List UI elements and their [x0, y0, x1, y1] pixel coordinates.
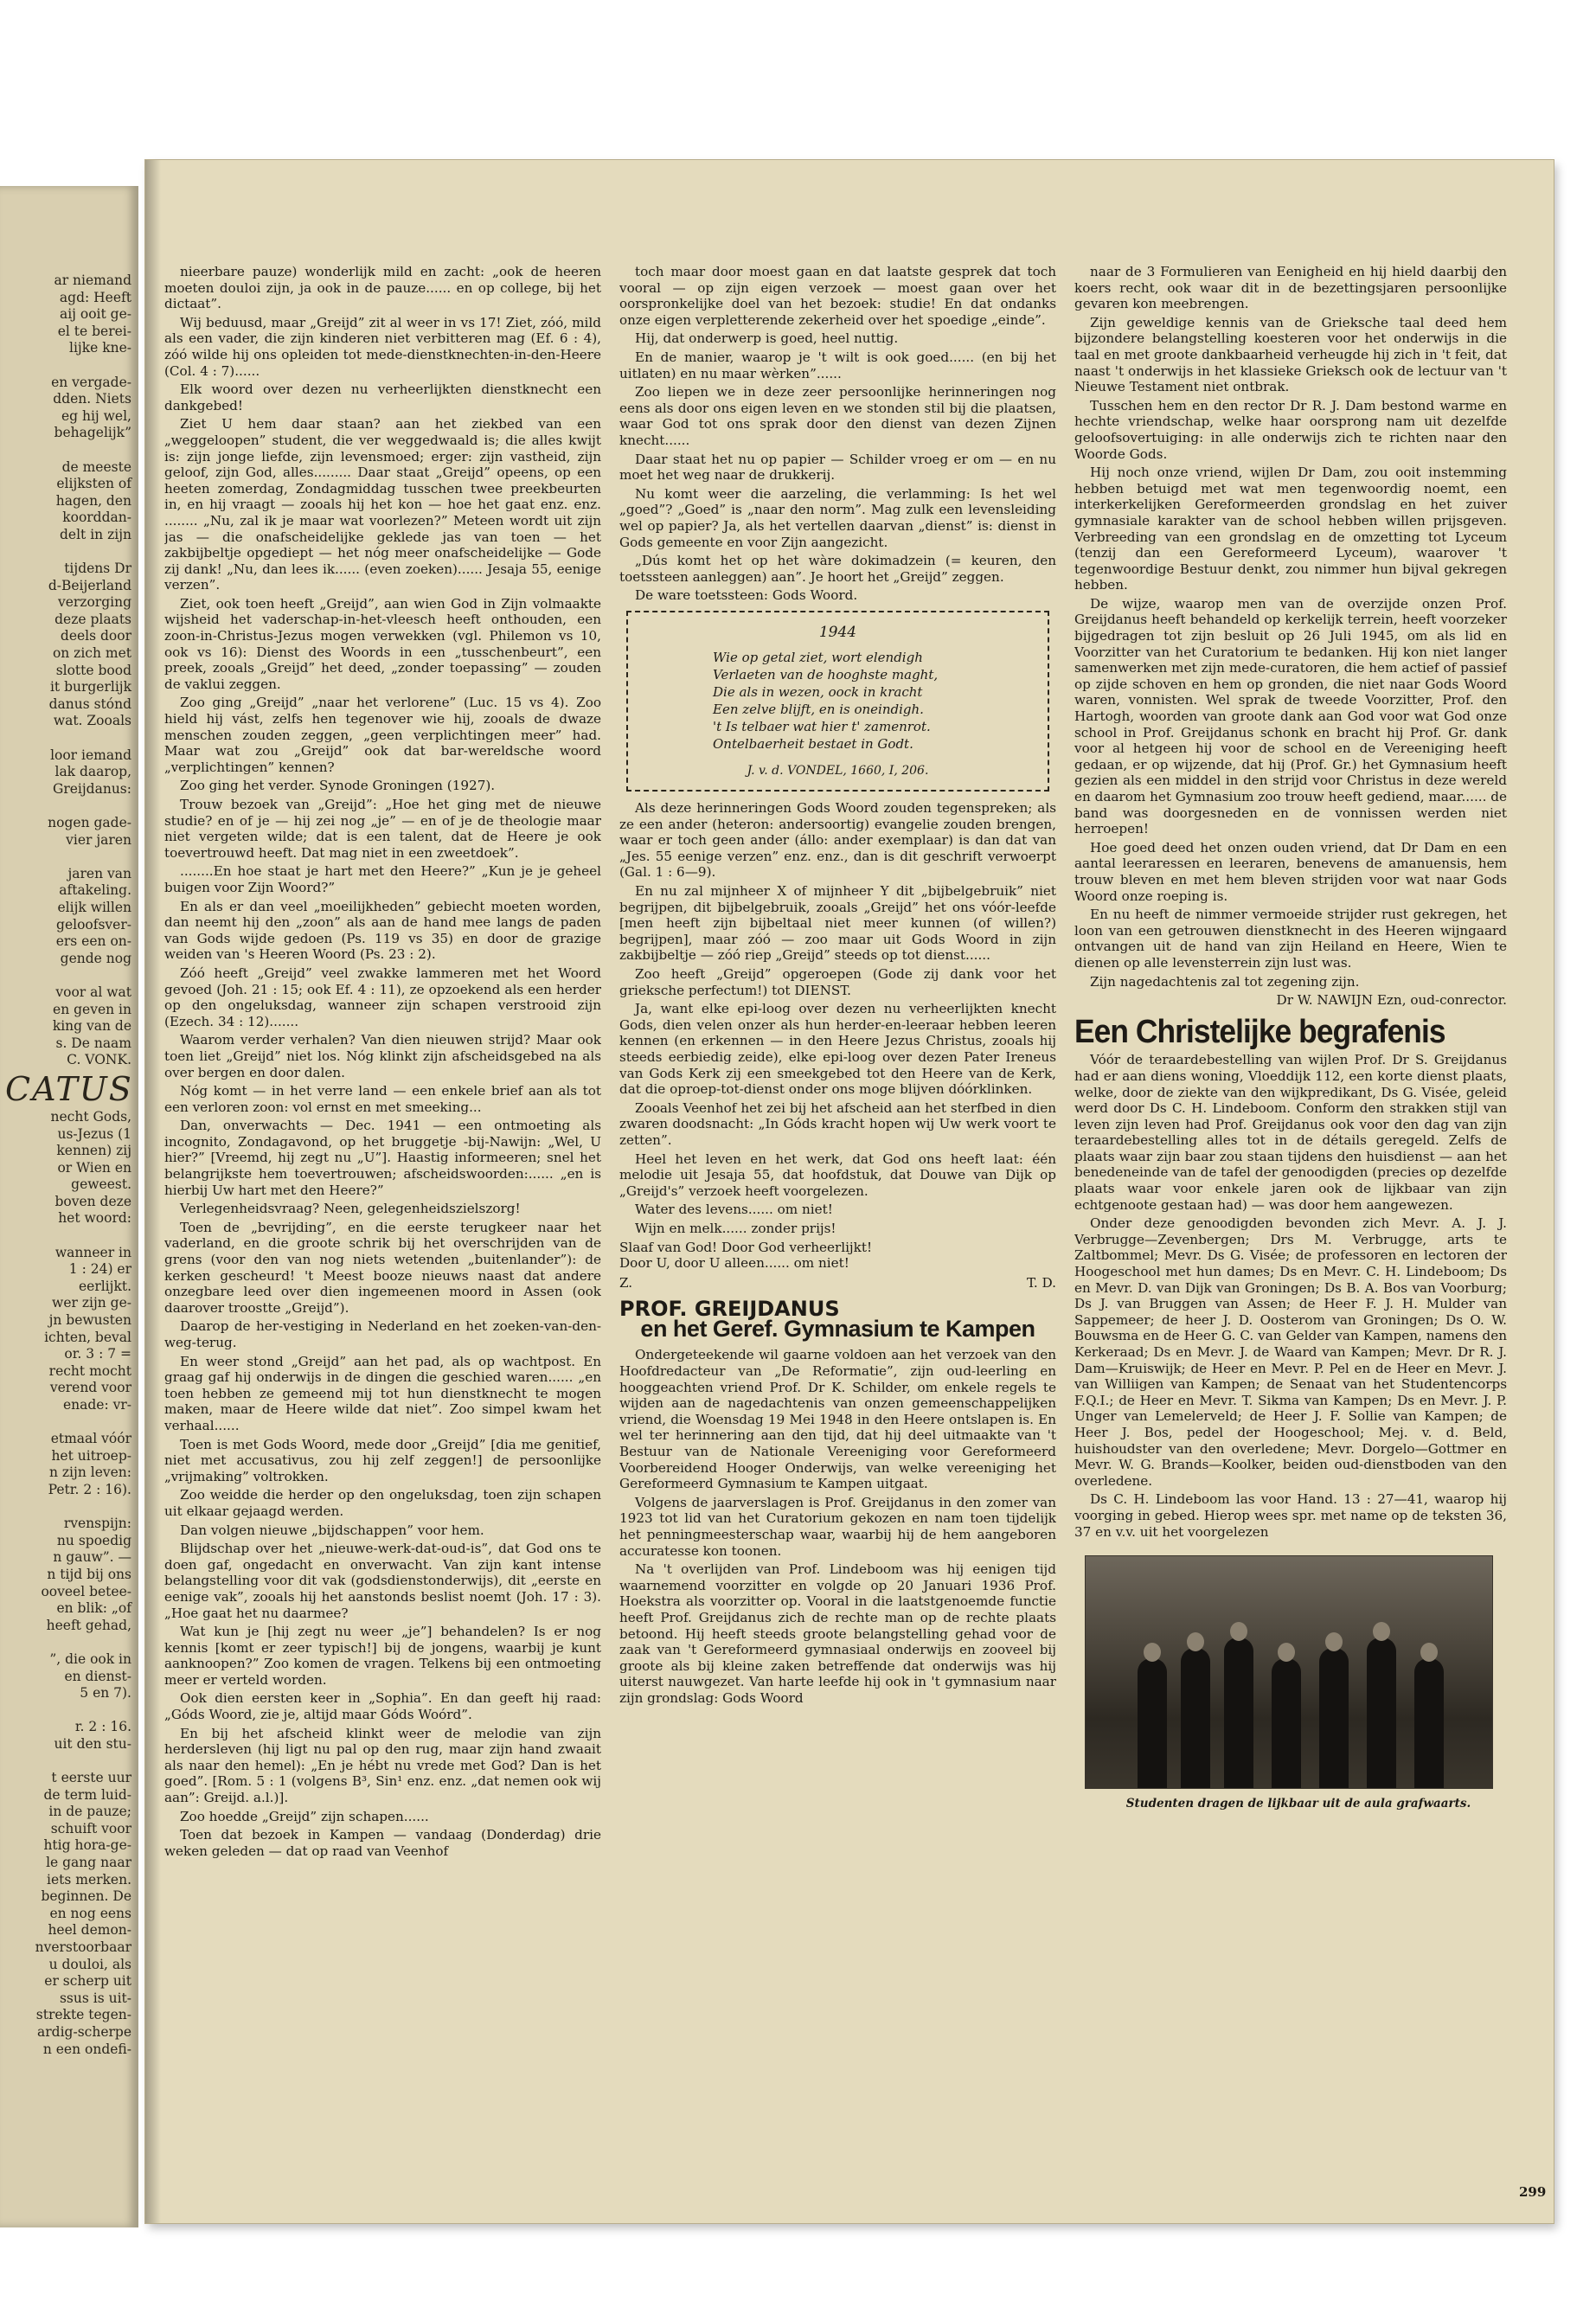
left-page-line: [0, 442, 138, 459]
left-page-line: Petr. 2 : 16).: [48, 1481, 131, 1497]
left-page-line: vier jaren: [66, 831, 131, 848]
left-page-line: ooveel betee-: [41, 1583, 131, 1599]
left-page-line: gende nog: [60, 950, 131, 966]
poem-lines: [645, 649, 1030, 753]
left-page-line: recht mocht: [48, 1362, 131, 1379]
left-page-line: wer zijn ge-: [52, 1295, 131, 1311]
page-number: 299: [1519, 2184, 1547, 2200]
left-page-line: [0, 1634, 138, 1651]
column-2: [619, 264, 1056, 1709]
paragraph: „Dús komt het op het wàre dokimadzein (= keuren, den toetssteen aanleggen) aan”. Je hoort het „Greijd” zeggen.: [619, 553, 1056, 585]
photo-figure: [1319, 1648, 1349, 1788]
left-page-line: el te berei-: [57, 323, 131, 339]
paragraph: Zooals Veenhof het zei bij het afscheid aan het sterfbed in dien zwaren doodsnacht: „In Góds kracht hopen wij Uw werk voort te zetten”.: [619, 1099, 1056, 1148]
left-page-line: on zich met: [52, 645, 131, 662]
left-page-line: jaren van: [67, 865, 131, 881]
poem-line: Een zelve blijft, en is oneindigh.: [713, 702, 924, 718]
column-2-memoir-end: [619, 264, 1056, 604]
poem-box: [626, 611, 1049, 792]
left-page-line: geloofsver-: [56, 916, 131, 933]
paragraph: nieerbare pauze) wonderlijk mild en zacht: „ook de heeren moeten douloi zijn, ja ook in de pauze...... en op college, bij het dictaat”.: [164, 264, 601, 312]
left-page-line: ichten, beval: [44, 1329, 131, 1345]
left-page-line: eg hij wel,: [61, 407, 131, 424]
paragraph: En weer stond „Greijd” aan het pad, als op wachtpost. En graag gaf hij onderwijs in de dingen die geschied waren...... „en toen hebben ze gemeend mij tot hun dienstknecht te mogen maken, maar de Heere wilde dat niet”. Zoo simpel kwam het verhaal......: [164, 1353, 601, 1433]
left-page-line: etmaal vóór: [50, 1431, 131, 1447]
paragraph: Hoe goed deed het onzen ouden vriend, dat Dr Dam en een aantal leeraressen en leeraren, benevens de amanuensis, hem trouw bleven en met hem bleven strijden voor wat naar Gods Woord onze roeping is.: [1074, 839, 1507, 904]
left-page-heading: CATUS: [5, 1069, 133, 1108]
poem-title: 1944: [818, 623, 857, 641]
paragraph: Ondergeteekende wil gaarne voldoen aan het verzoek van den Hoofdredacteur van „De Reformatie”, zijn oud-leerling en hooggeachten vriend Prof. Dr K. Schilder, om enkele regels te wijden aan de nagedachtenis van onzen gemeenschappelijken vriend, die Woensdag 19 Mei 1948 in den Heere ontslapen is. En wel ter herinnering aan den tijd, dat hij deel uitmaakte van 't Bestuur van de Nationale Vereeniging voor Gereformeerd Voorbereidend Hooger Onderwijs, van welke vereeniging het Gereformeerd Gymnasium te Kampen uitgaat.: [619, 1347, 1056, 1492]
paragraph: De ware toetssteen: Gods Woord.: [635, 587, 858, 604]
left-page-fragment: [0, 186, 138, 2227]
photo-figure: [1224, 1638, 1253, 1788]
left-page-line: n een ondefi-: [42, 2041, 131, 2057]
paragraph: Toen is met Gods Woord, mede door „Greijd” [dia me genitief, niet met accusativus, zou hij zelf zeggen!] de persoonlijke „vrijmaking” voltrokken.: [164, 1436, 601, 1484]
signature-right: T. D.: [1026, 1274, 1056, 1291]
poem-line: Die als in wezen, oock in kracht: [713, 684, 923, 701]
left-page-line: or. 3 : 7 =: [64, 1346, 131, 1362]
column-3: [1074, 264, 1507, 1815]
left-page-line: nogen gade-: [48, 815, 131, 830]
left-page-line: aftakeling.: [59, 882, 131, 899]
left-page-line: het woord:: [58, 1210, 131, 1227]
left-page-line: ssus is uit-: [59, 1990, 131, 2006]
left-page-line: elijk willen: [57, 899, 131, 915]
left-page-line: ers een on-: [55, 933, 131, 950]
left-page-line: beginnen. De: [41, 1888, 131, 1905]
gutter-shadow: [145, 160, 161, 2223]
left-page-line: in de pauze;: [48, 1804, 131, 1820]
paragraph: Dan, onverwachts — Dec. 1941 — een ontmoeting als incognito, Zondagavond, op het bruggetje -bij-Nawijn: „Wel, U hier?” [Vreemd, hij zegt nu „U”]. Haastig informeeren; snel het belangrijkste hem toevertrouwen; afscheidswoorden:...... „en is hierbij Uw hart met den Heere?”: [164, 1118, 601, 1198]
left-page-line: en dienst-: [64, 1668, 131, 1684]
paragraph: Daarop de her-vestiging in Nederland en het zoeken-van-den-weg-terug.: [164, 1318, 601, 1350]
left-page-line: verzorging: [57, 594, 131, 611]
left-page-line: dden. Niets: [53, 391, 131, 407]
paragraph: toch maar door moest gaan en dat laatste gesprek dat toch vooral — op zijn eigen verzoek — moest gaan over het oorspronkelijke doel van het bezoek: studie! En dat ondanks onze eigen verpletterende zekerheid over het spoedige „einde”.: [619, 264, 1056, 328]
poem-line: 't Is telbaer wat hier t' zamenrot.: [713, 719, 931, 735]
left-page-line: deze plaats: [54, 611, 131, 627]
paragraph: Onder deze genoodigden bevonden zich Mevr. A. J. J. Verbrugge—Zevenbergen; Drs M. Verbrugge, arts te Zaltbommel; Mevr. Ds G. Visée; de professoren en lectoren der Hoogeschool met hun dames; Ds en Mevr. C. H. Lindeboom; Ds en Mevr. D. van Dijk van Groningen; Ds B. A. Bos van Voorburg; Ds J. van Bruggen van Assen; de Heer F. J. H. Mulder van Sappemeer; de heer J. D. Oosterom van Groningen; Ds O. W. Bouwsma en de Heer G. C. van Gelder van Kampen, namens den Kerkeraad; Ds en Mevr. J. de Waard van Kampen; Mevr. Dr R. J. Dam—Kruiswijk; de Heer en Mevr. P. Pel en de Heer en Mevr. J. van Williigen van Kampen; de Senaat van het Studentencorps F.Q.I.; de Heer en Mevr. T. Sikma van Kampen; Ds en Mevr. J. P. Unger van Lemelerveld; de Heer J. F. Sollie van Kampen; de Heer J. Bos, pedel der Hoogeschool; Mej. v. d. Beld, huishoudster van den overledene; Mevr. Dorgelo—Gottmer en Mevr. W. G. Brands—Koolker, beiden oud-dienstboden van den overledene.: [1074, 1215, 1507, 1489]
paragraph: Elk woord over dezen nu verheerlijkten dienstknecht een dankgebed!: [164, 381, 601, 413]
paragraph: Dan volgen nieuwe „bijdschappen” voor hem.: [180, 1522, 484, 1538]
paragraph: Volgens de jaarverslagen is Prof. Greijdanus in den zomer van 1923 tot lid van het Curatorium gekozen en nam toen tijdelijk het penningmeesterschap waar, waarbij hij de hem aangeboren accuratesse kon toonen.: [619, 1494, 1056, 1559]
left-page-line: er scherp uit: [44, 1973, 131, 1990]
left-page-line: en blik: „of: [56, 1600, 131, 1617]
photo-figure-head: [1420, 1643, 1438, 1662]
left-page-line: elijksten of: [56, 476, 131, 492]
paragraph: Toen de „bevrijding”, en die eerste terugkeer naar het vaderland, en die groote schrik bij het overschrijden van de grens (voor den van nog niets wetenden „buitenlander”): de kerken gescheurd! 't Meest booze nieuws naast dat andere onzegbare leed over dien ingemeenen moord in Assen (ook daarover troostte „Greijd”).: [164, 1219, 601, 1316]
left-page-line: schuift voor: [50, 1820, 131, 1836]
left-page-line: [0, 1499, 138, 1516]
paragraph: Wij beduusd, maar „Greijd” zit al weer in vs 17! Ziet, zóó, mild als een vader, die zijn kinderen niet verbitteren mag (Ef. 6 : 4), zóó wilde hij ons opleiden tot mede-dienstknechten-in-den-Heere (Col. 4 : 7)......: [164, 314, 601, 379]
paragraph: naar de 3 Formulieren van Eenigheid en hij hield daarbij den koers recht, ook waar dit in de bezettingsjaren persoonlijke gevaren kon meebrengen.: [1074, 264, 1507, 312]
paragraph: Daar staat het nu op papier — Schilder vroeg er om — en nu moet het weg naar de drukkerij.: [619, 451, 1056, 484]
left-page-line: danus stónd: [48, 695, 131, 712]
left-page-line: hagen, den: [55, 492, 131, 509]
paragraph: En nu zal mijnheer X of mijnheer Y dit „bijbelgebruik” niet begrijpen, dit bijbelgebruik, zooals „Greijd” het ons vóór-leefde [men heeft zijn bijbeltaal niet meer kunnen (of willen?) begrijpen], maar zóó — zoo maar uit Gods Woord in zijn zakbijbeltje — zóó riep „Greijd” steeds op tot dienst......: [619, 883, 1056, 964]
signature-left: Z.: [619, 1274, 633, 1291]
left-page-line: necht Gods,: [50, 1108, 131, 1125]
poem-source: J. v. d. VONDEL, 1660, I, 206.: [747, 764, 929, 779]
left-page-line: [0, 798, 138, 815]
left-page-line: d-Beijerland: [48, 577, 131, 593]
left-page-line: en geven in: [53, 1001, 131, 1017]
left-page-line: jn bewusten: [48, 1312, 131, 1329]
paragraph: Als deze herinneringen Gods Woord zouden tegenspreken; als ze een ander (heteron: andersoortig) evangelie zouden brengen, waar er toch geen ander (állo: ander exemplaar) is dan dat van „Jes. 55 eenige verzen” enz. enz., dan is dit geschrift verwoerpt (Gal. 1 : 6—9).: [619, 800, 1056, 881]
left-page-line: nu spoedig: [56, 1532, 131, 1548]
paragraph: Ook dien eersten keer in „Sophia”. En dan geeft hij raad: „Góds Woord, zie je, altijd maar Góds Woórd”.: [164, 1690, 601, 1723]
left-page-line: slotte bood: [55, 662, 131, 678]
poem-line: Verlaeten van de hooghste maght,: [713, 667, 939, 683]
column-2-gymnasium-article: [619, 1347, 1056, 1706]
paragraph: Ziet, ook toen heeft „Greijd”, aan wien God in Zijn volmaakte wijsheid het vaderschap-in-het-vleesch heeft onthouden, een zoon-in-Christus-Jezus mogen verwekken (vgl. Philemon vs 10, ook vs 16): Dienst des Woords in een „tusschenbeurt”, een preek, zooals „Greijd” het deed, „zonder toepassing” — zouden de vaklui zeggen.: [164, 595, 601, 692]
column-3-gymnasium-end: [1074, 264, 1507, 990]
paragraph: Zijn geweldige kennis van de Grieksche taal deed hem bijzondere belangstelling koesteren voor het onderwijs in die taal en met groote dankbaarheid verheugde hij zich in 't feit, dat naast 't onderwijs in het klassieke Grieksch ook de lectuur van 't Nieuwe Testament niet ontbrak.: [1074, 314, 1507, 395]
left-page-line: ar niemand: [54, 272, 131, 288]
paragraph: Nóg komt — in het verre land — een enkele brief aan als tot een verloren zoon: vol ernst en met smeeking...: [164, 1083, 601, 1115]
left-page-line: r. 2 : 16.: [74, 1719, 131, 1735]
paragraph: De wijze, waarop men van de overzijde onzen Prof. Greijdanus heeft behandeld op kerkelijk terrein, heeft voorzeker bijgedragen tot zijn besluit op 26 Juli 1945, om als lid en Voorzitter van het Curatorium te bedanken. Hij kon niet langer samenwerken met zijn mede-curatoren, die hem actief of passief op zijde schoven en hem op gronden, die niet naar Gods Woord waren, vonnisten. Wel sprak de tweede Voorzitter, Prof. den Hartogh, woorden van groote dank aan God voor wat God onze school in Prof. Greijdanus schonk en bracht hij Prof. Gr. dank voor al hetgeen hij voor de school en de Vereeniging heeft gedaan, er op wijzende, dat hij (Prof. Gr.) het Gymnasium heeft gezien als een middel in den strijd voor Christus in deze wereld en daarom het Gymnasium zoo trouw heeft gediend, maar...... de band was doorgesneden en de vonnissen werden niet herroepen!: [1074, 595, 1507, 837]
photo-figure-head: [1187, 1632, 1204, 1651]
paragraph: Zoo ging het verder. Synode Groningen (1927).: [180, 778, 496, 794]
left-page-line: [0, 1702, 138, 1720]
left-page-line: boven deze: [54, 1193, 131, 1209]
photo-figure: [1367, 1638, 1396, 1788]
photo-figure-head: [1144, 1643, 1161, 1662]
article-heading-begrafenis: Een Christelijke begrafenis: [1074, 1013, 1445, 1050]
paragraph: Tusschen hem en den rector Dr R. J. Dam bestond warme en hechte vriendschap, welke haar oorsprong nam uit dezelfde geloofsovertuiging: in alle onderwijs zich te richten naar den Woorde Gods.: [1074, 397, 1507, 462]
left-page-line: heel demon-: [48, 1922, 131, 1939]
paragraph: Verlegenheidsvraag? Neen, gelegenheidszielszorg!: [180, 1201, 521, 1217]
left-page-line: nverstoorbaar: [35, 1939, 131, 1955]
column-2-memoir-continued: [619, 800, 1056, 1236]
paragraph: En bij het afscheid klinkt weer de melodie van zijn herdersleven (hij ligt nu pal op den rug, maar zijn hand zwaait als naar den hemel): „En je hébt nu vrede met God? Dan is het goed”. [Rom. 5 : 1 (volgens B³, Sin¹ enz. enz. „dat nemen ook wij aan”: Greijd. a.l.)].: [164, 1725, 601, 1806]
left-page-line: t eerste uur: [51, 1770, 131, 1786]
paragraph: Heel het leven en het werk, dat God ons heeft laat: één melodie uit Jesaja 55, dat hoofdstuk, dat Douwe van Dijk op „Greijd's” verzoek heeft voorgelezen.: [619, 1150, 1056, 1199]
paragraph: Zoo liepen we in deze zeer persoonlijke herinneringen nog eens als door ons eigen leven en we stonden stil bij die plaatsen, waar God tot ons sprak door den dienst van dezen Zijnen knecht......: [619, 384, 1056, 448]
left-page-line: strekte tegen-: [35, 2007, 131, 2023]
left-page-line: en nog eens: [49, 1905, 131, 1921]
paragraph: Toen dat bezoek in Kampen — vandaag (Donderdag) drie weken geleden — dat op raad van Veenhof: [164, 1827, 601, 1859]
left-page-lines-2: [0, 1109, 138, 2058]
left-page-line: or Wien en: [57, 1159, 131, 1176]
closing-lines: [619, 1240, 1056, 1272]
paragraph: Zóó heeft „Greijd” veel zwakke lammeren met het Woord gevoed (Joh. 21 : 15; ook Ef. 4 : 11), ze opzoekend als een herder op den ongeluksdag, wanneer zijn schapen verstrooid zijn (Ezech. 34 : 12).......: [164, 965, 601, 1029]
left-page-line: u douloi, als: [48, 1956, 131, 1972]
left-page-line: tijdens Dr: [64, 561, 131, 577]
paragraph: Wijn en melk...... zonder prijs!: [635, 1220, 836, 1236]
left-page-line: eerlijkt.: [78, 1278, 131, 1294]
left-page-line: aij ooit ge-: [59, 306, 131, 323]
paragraph: Nu komt weer die aarzeling, die verlamming: Is het wel „goed”? „Goed” is „naar den norm”. Mag zulk een levensleiding wel op papier? Ja, als het vertellen daarvan „dienst” is: dienst in Gods gemeente en voor Zijn aangezicht.: [619, 485, 1056, 550]
left-page-line: lijke kne-: [69, 340, 131, 356]
paragraph: Na 't overlijden van Prof. Lindeboom was hij eenigen tijd waarnemend voorzitter en volgde op 20 Januari 1936 Prof. Hoekstra als voorzitter op. Vooral in die laatstgenoemde functie heeft Prof. Greijdanus zich de rechte man op de rechte plaats betoond. Hij heeft steeds groote belangstelling gehad voor de zaak van 't Gereformeerd gymnasiaal onderwijs en zooveel bij groote als bij kleine zaken betreffende dat onderwijs was hij uiterst nauwgezet. Van harte leefde hij ook in 't gymnasium naar zijn grondslag: Gods Woord: [619, 1561, 1056, 1706]
photo-figure-head: [1230, 1622, 1247, 1641]
photo-caption: Studenten dragen de lijkbaar uit de aula grafwaarts.: [1125, 1797, 1471, 1811]
left-page-line: verend voor: [49, 1380, 131, 1396]
left-page-line: le gang naar: [46, 1855, 131, 1871]
paragraph: Zoo weidde die herder op den ongeluksdag, toen zijn schapen uit elkaar gejaagd werden.: [164, 1487, 601, 1519]
photo-figure-head: [1325, 1632, 1343, 1651]
left-page-line: heeft gehad,: [46, 1617, 131, 1633]
photo-figure: [1272, 1658, 1301, 1788]
paragraph: En de manier, waarop je 't wilt is ook goed...... (en bij het uitlaten) en nu maar wèrken”......: [619, 349, 1056, 381]
signature-row: [619, 1275, 1056, 1292]
column-3-begrafenis-article: [1074, 1052, 1507, 1540]
paragraph: Hij noch onze vriend, wijlen Dr Dam, zou ooit instemming hebben betuigd met wat men tegenwoordig noemt, een interkerkelijken Gereformeerden grondslag en het zuiver gymnasiale karakter van de school hebben willen prijsgeven. Verbreeding van een grondslag en de omzetting tot Lyceum (tenzij dan een Gereformeerd Lyceum), waarover 't tegenwoordige Bestuur denkt, zou nimmer hun bijval gekregen hebben.: [1074, 465, 1507, 593]
paragraph: Hij, dat onderwerp is goed, heel nuttig.: [635, 330, 899, 347]
photo-figure-head: [1373, 1622, 1390, 1641]
left-page-line: [0, 849, 138, 866]
left-page-line: enade: vr-: [62, 1397, 131, 1413]
poem-line: Ontelbaerheit bestaet in Godt.: [713, 736, 913, 753]
paragraph: Ziet U hem daar staan? aan het ziekbed van een „weggeloopen” student, die ver weggedwaald is; die alles kwijt is: zijn jonge liefde, zijn levensmoed; erger: zijn vastheid, zijn geloof, zijn God, alles......... Daar staat „Greijd” opeens, op een heeten zomerdag, Zondagmiddag tusschen twee preekbeurten in, en hij vraagt — zooals hij het kon — hoe het gaat enz. enz. ........ „Nu, zal ik je maar wat voorlezen?” Meteen wordt uit zijn jas — die onafscheidelijke geklede jas van toen — het zakbijbeltje opgediept — het nóg meer onafscheidelijke — Gode zij dank! „Nu, dan lees ik...... (even zoeken)...... Jesaja 55, eenige verzen”.: [164, 416, 601, 593]
closing-line: Door U, door U alleen...... om niet!: [619, 1255, 849, 1272]
column-1: [164, 264, 601, 1862]
left-page-line: n tijd bij ons: [47, 1566, 131, 1582]
article-heading-greijdanus: PROF. GREIJDANUS: [619, 1297, 840, 1322]
paragraph: Zijn nagedachtenis zal tot zegening zijn.: [1090, 973, 1360, 990]
paragraph: Waarom verder verhalen? Van dien nieuwen strijd? Maar ook toen liet „Greijd” niet los. Nóg klinkt zijn afscheidsgebed na als over bergen en door dalen.: [164, 1032, 601, 1080]
left-page-line: Greijdanus:: [52, 780, 131, 797]
photo-figure: [1414, 1658, 1444, 1788]
paragraph: Vóór de teraardebestelling van wijlen Prof. Dr S. Greijdanus had er aan diens woning, Vloeddijk 112, een korte dienst plaats, welke, door de ziekte van den wijkpredikant, Ds G. Visée, geleid werd door Ds C. H. Lindeboom. Conform den strakken stijl van leven zijn leven had Prof. Greijdanus ook voor den dag van zijn teraardebestelling alles tot in de détails geregeld. Zelfs de plaats waar zijn baar zou staan tijdens den huisdienst — aan het benedeneinde van de tafel der genoodigden (precies op dezelfde plaats waar voor enkele jaren ook de lijkbaar van zijn echtgenoote gestaan had) — was door hem aangewezen.: [1074, 1052, 1507, 1213]
paragraph: ........En hoe staat je hart met den Heere?” „Kun je je geheel buigen voor Zijn Woord?”: [164, 863, 601, 895]
paragraph: En als er dan veel „moeilijkheden” gebiecht moeten worden, dan neemt hij den „zoon” als aan de hand mee langs de paden van Gods wijde gedoen (Ps. 119 vs 35) en door de grazige weiden van 's Heeren Woord (Ps. 23 : 2).: [164, 898, 601, 963]
left-page-line: lak daarop,: [54, 764, 131, 780]
left-page-line: wanneer in: [54, 1244, 131, 1260]
paragraph: Zoo hoedde „Greijd” zijn schapen......: [180, 1808, 429, 1824]
paragraph: Blijdschap over het „nieuwe-werk-dat-oud-is”, dat God ons te doen gaf, ongedacht en onverwacht. Van zijn kant intense belangstelling voor dit vak (godsdienstonderwijs), dit „eerste en eenige vak”, zooals hij het aanstonds beslist noemt (Joh. 17 : 3). „Hoe gaat het nu daarmee?: [164, 1541, 601, 1621]
left-page-line: [0, 730, 138, 747]
left-page-line: 5 en 7).: [80, 1685, 131, 1702]
left-page-line: deels door: [60, 628, 131, 644]
left-page-line: [0, 1414, 138, 1432]
left-page-line: agd: Heeft: [59, 289, 131, 305]
left-page-line: kennen) zij: [56, 1143, 131, 1159]
left-page-line: it burgerlijk: [49, 679, 131, 695]
left-page-line: geweest.: [71, 1176, 131, 1193]
photo-figure: [1138, 1658, 1167, 1788]
left-page-line: rvenspijn:: [63, 1516, 131, 1532]
photo-figure-head: [1278, 1643, 1295, 1662]
paragraph: Ja, want elke epi-loog over dezen nu verheerlijkten knecht Gods, dien velen onzer als hun herder-en-leeraar hebben leeren kennen (en erkennen — in den Heere Jezus Christus, zooals hij steeds eerbiedig zeide), elke epi-loog over dezen Pater Ireneus van Gods Kerk zij een smeekgebed tot den Heere van de Kerk, dat die oproep-tot-dienst onder ons moge blijven dóórklinken.: [619, 1001, 1056, 1098]
left-page-line: [0, 357, 138, 375]
left-page-line: en vergade-: [51, 374, 131, 390]
paragraph: Water des levens...... om niet!: [635, 1202, 833, 1218]
left-page-line: [0, 544, 138, 561]
funeral-photo: [1085, 1555, 1493, 1789]
left-page-line: behagelijk”: [54, 425, 131, 441]
left-page-line: de meeste: [61, 458, 131, 475]
article-author: Dr W. NAWIJN Ezn, oud-conrector.: [1276, 992, 1507, 1009]
left-page-line: het uitroep-: [51, 1447, 131, 1464]
left-page-lines: [0, 186, 138, 1069]
left-page-line: n gauw”. —: [53, 1549, 131, 1566]
left-page-line: king van de: [52, 1018, 131, 1035]
paragraph: En nu heeft de nimmer vermoeide strijder rust gekregen, het loon van een getrouwen dienstknecht in des Heeren wijngaard ontvangen uit de hand van zijn Heiland en Heere, Wien te dienen op alle levensterrein zijn lust was.: [1074, 907, 1507, 971]
paragraph: Ds C. H. Lindeboom las voor Hand. 13 : 27—41, waarop hij voorging in gebed. Hierop wees spr. met name op de teksten 36, 37 en v.v. uit het voorgelezen: [1074, 1491, 1507, 1540]
left-page-line: 1 : 24) er: [68, 1261, 131, 1278]
newspaper-page: [145, 160, 1554, 2223]
article-subheading-gymnasium: en het Geref. Gymnasium te Kampen: [640, 1315, 1035, 1342]
left-page-line: uit den stu-: [54, 1735, 131, 1752]
paragraph: Wat kun je [hij zegt nu weer „je”] behandelen? Is er nog kennis [komt er zeer typisch!] bij de jongens, waarbij je kunt aanknoopen?” Zoo komen de vragen. Telkens bij een ontmoeting meer er verteld worden.: [164, 1624, 601, 1688]
photo-figure: [1181, 1648, 1210, 1788]
left-page-line: de term luid-: [43, 1786, 131, 1803]
left-page-line: delt in zijn: [60, 526, 131, 542]
left-page-line: voor al wat: [55, 984, 131, 1000]
left-page-line: [0, 1227, 138, 1245]
left-page-line: loor iemand: [50, 747, 131, 763]
paragraph: Trouw bezoek van „Greijd”: „Hoe het ging met de nieuwe studie? en of je — hij zei nog „je” — en of je de theologie maar niet vergeten wilde; dat is een talent, dat de Heere je ook toevertrouwd heeft. Dat mag niet in een zweetdoek”.: [164, 797, 601, 861]
left-page-line: s. De naam: [55, 1035, 131, 1051]
paragraph: Zoo ging „Greijd” „naar het verlorene” (Luc. 15 vs 4). Zoo hield hij vást, zelfs hen tegenover wie hij, zooals de dwaze menschen zouden zeggen, „geen verplichtingen meer” had. Maar wat zou „Greijd” ook dat bar-wereldsche woord „verplichtingen” kennen?: [164, 695, 601, 775]
left-page-line: iets merken.: [47, 1871, 131, 1888]
left-page-line: us-Jezus (1: [57, 1125, 131, 1142]
closing-line: Slaaf van God! Door God verheerlijkt!: [619, 1239, 873, 1255]
left-page-line: [0, 967, 138, 984]
left-page-line: ”, die ook in: [49, 1650, 131, 1667]
left-page-line: C. VONK.: [67, 1052, 131, 1068]
left-page-line: koorddan-: [62, 510, 131, 526]
left-page-line: wat. Zooals: [53, 713, 131, 729]
left-page-line: ardig-scherpe: [37, 2023, 131, 2040]
poem-line: Wie op getal ziet, wort elendigh: [713, 650, 923, 666]
left-page-line: htig hora-ge-: [43, 1837, 131, 1854]
paragraph: Zoo heeft „Greijd” opgeroepen (Gode zij dank voor het grieksche perfectum!) tot DIENST.: [619, 966, 1056, 998]
left-page-line: n zijn leven:: [48, 1465, 131, 1481]
left-page-line: [0, 1753, 138, 1770]
